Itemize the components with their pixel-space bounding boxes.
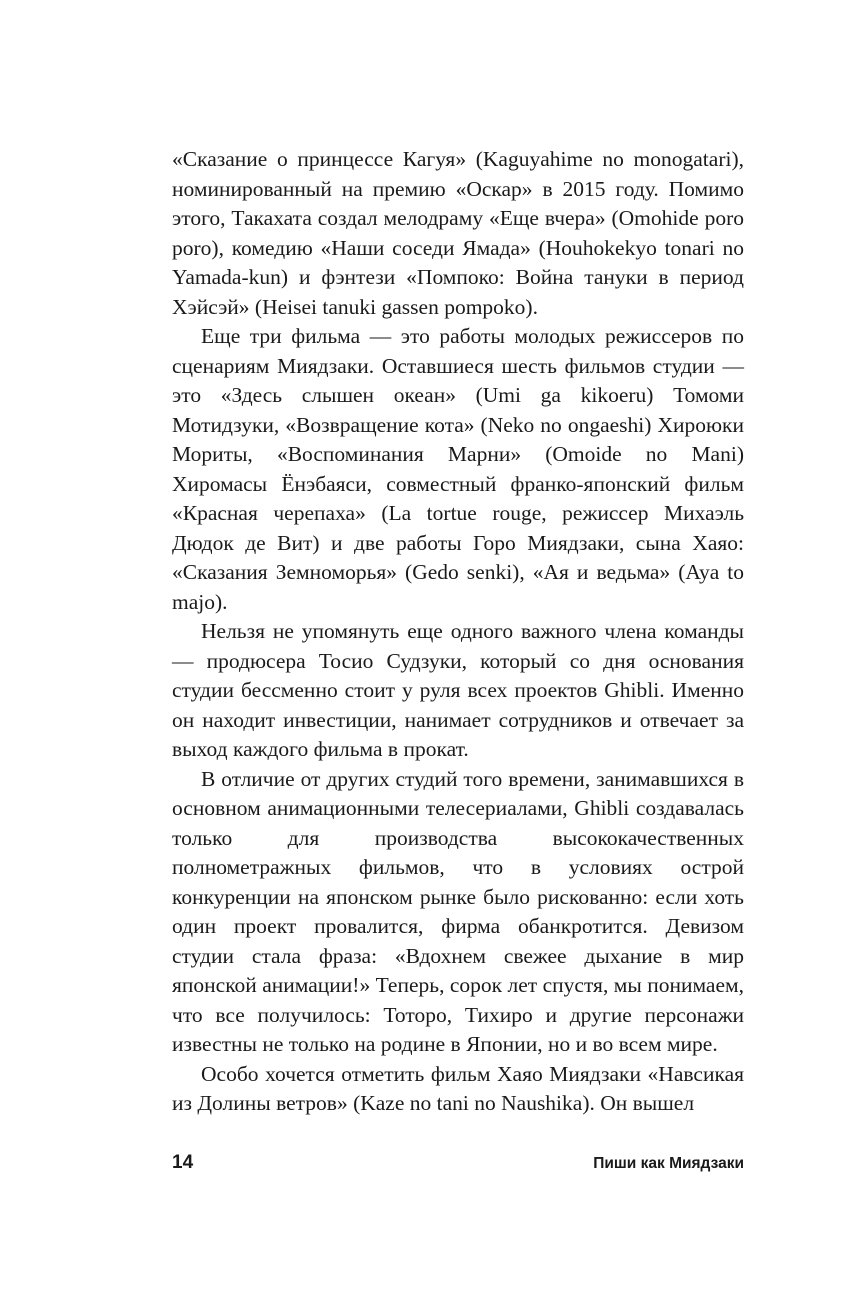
running-title: Пиши как Миядзаки (593, 1155, 744, 1172)
paragraph-continuation: «Сказание о принцессе Кагуя» (Kaguyahime no monogatari), номинированный на премию «Оскар» в 2015 году. Помимо этого, Такахата создал мелодраму «Еще вчера» (Omohide poro poro), комедию «Наши соседи Ямада» (Houhokekyo tonari no Yamada-kun) и фэнтези «Помпоко: Война тануки в период Хэйсэй» (Heisei tanuki gassen pompoko). (172, 147, 744, 319)
paragraph-directors: Еще три фильма — это работы молодых режиссеров по сценариям Миядзаки. Оставшиеся шесть фильмов студии — это «Здесь слышен океан» (Umi ga kikoeru) Томоми Мотидзуки, «Возвращение кота» (Neko no ongaeshi) Хироюки Мориты, «Воспоминания Марни» (Omoide no Mani) Хиромасы Ёнэбаяси, совместный франко-японский фильм «Красная черепаха» (La tortue rouge, режиссер Михаэль Дюдок де Вит) и две работы Горо Миядзаки, сына Хаяо: «Сказания Земноморья» (Gedo senki), «Ая и ведьма» (Aya to majo). (172, 324, 744, 614)
paragraph-producer: Нельзя не упомянуть еще одного важного члена команды — продюсера Тосио Судзуки, который со дня основания студии бессменно стоит у руля всех проектов Ghibli. Именно он находит инвестиции, нанимает сотрудников и отвечает за выход каждого фильма в прокат. (172, 619, 744, 761)
body-text (172, 145, 744, 1119)
paragraph-nausicaa: Особо хочется отметить фильм Хаяо Миядзаки «Навсикая из Долины ветров» (Kaze no tani no Naushika). Он вышел (172, 1061, 744, 1115)
page-number: 14 (172, 1152, 194, 1173)
paragraph-studio-mission: В отличие от других студий того времени, занимавшихся в основном анимационными телесериалами, Ghibli создавалась только для производства высококачественных полнометражных фильмов, что в условиях острой конкуренции на японском рынке было рискованно: если хоть один проект провалится, фирма обанкротится. Девизом студии стала фраза: «Вдохнем свежее дыхание в мир японской анимации!» Теперь, сорок лет спустя, мы понимаем, что все получилось: Тоторо, Тихиро и другие персонажи известны не только на родине в Японии, но и во всем мире. (172, 766, 744, 1056)
